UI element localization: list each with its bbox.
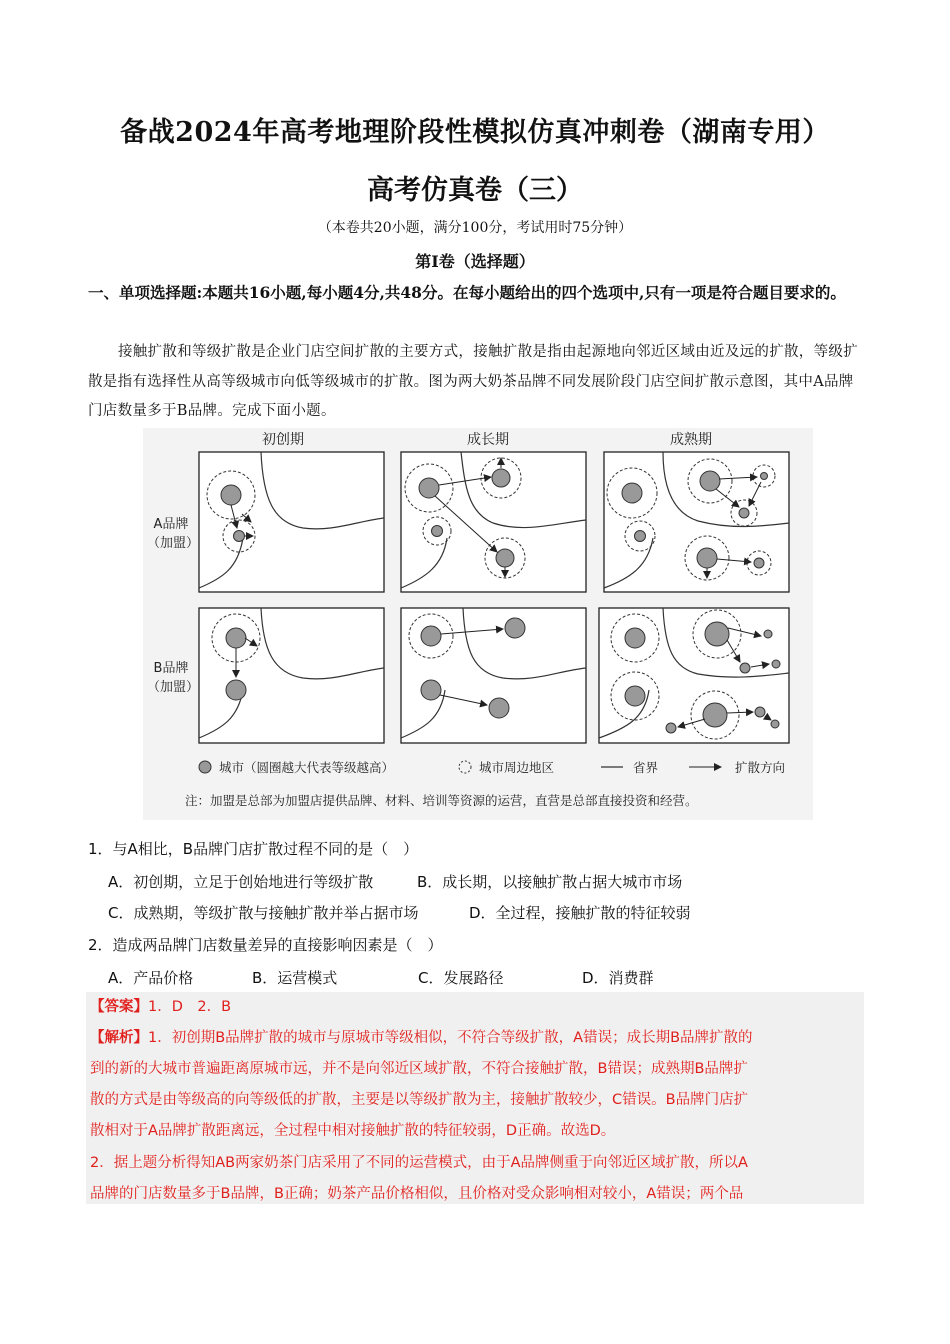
figure-legend [199, 760, 785, 775]
page-subtitle: 高考仿真卷（三） [367, 175, 583, 206]
analysis-line-2: 到的新的大城市普遍距离原城市远，并不是向邻近区域扩散，不符合接触扩散，B错误；成熟期B品牌扩 [90, 1061, 748, 1077]
analysis-line-3: 散的方式是由等级高的向等级低的扩散，主要是以等级扩散为主，接触扩散较少，C错误。B品牌门店扩 [90, 1092, 749, 1108]
part-heading: 第I卷（选择题） [415, 252, 535, 271]
stage-label-2: 成长期 [467, 432, 509, 448]
question-2-option-a[interactable]: A．产品价格 [108, 969, 194, 987]
question-1-option-a[interactable]: A．初创期，立足于创始地进行等级扩散 [108, 873, 374, 891]
question-2-option-b[interactable]: B．运营模式 [252, 969, 338, 987]
stage-label-3: 成熟期 [670, 432, 712, 448]
row-b-label: B品牌 [153, 661, 189, 676]
question-1-option-b[interactable]: B．成长期，以接触扩散占据大城市市场 [417, 873, 683, 891]
panel-a-startup [199, 452, 384, 592]
intro-paragraph: 接触扩散和等级扩散是企业门店空间扩散的主要方式，接触扩散是指由起源地向邻近区域由近及远的扩散，等级扩散是指有选择性从高等级城市向低等级城市的扩散。图为两大奶茶品牌不同发展阶段门店空间扩散示意图，其中A品牌门店数量多于B品牌。完成下面小题。 [88, 344, 858, 419]
panel-b-mature [599, 608, 789, 743]
answer-label: 【答案】 [90, 999, 148, 1015]
row-a-sub: （加盟） [146, 536, 200, 551]
row-b-sub: （加盟） [146, 680, 200, 695]
answer-value: 1．D 2．B [148, 999, 232, 1015]
answer-line [90, 992, 862, 1023]
question-1-option-d[interactable]: D．全过程，接触扩散的特征较弱 [469, 904, 691, 922]
question-1-option-c[interactable]: C．成熟期，等级扩散与接触扩散并举占据市场 [108, 904, 419, 922]
question-2-option-d[interactable]: D．消费群 [582, 969, 654, 987]
analysis-line-4: 散相对于A品牌扩散距离远，全过程中相对接触扩散的特征较弱，D正确。故选D。 [90, 1123, 616, 1139]
exam-note: （本卷共20小题，满分100分，考试用时75分钟） [317, 220, 633, 236]
question-2-option-c[interactable]: C．发展路径 [418, 969, 504, 987]
panel-b-growth [401, 608, 586, 743]
page-title: 备战2024年高考地理阶段性模拟仿真冲刺卷（湖南专用） [120, 117, 830, 148]
analysis-line-5: 2．据上题分析得知AB两家奶茶门店采用了不同的运营模式，由于A品牌侧重于向邻近区域扩散，所以A [90, 1155, 748, 1171]
analysis-line-6: 品牌的门店数量多于B品牌，B正确；奶茶产品价格相似，且价格对受众影响相对较小，A错误；两个品 [90, 1186, 744, 1202]
panel-a-mature [604, 452, 789, 592]
analysis-text-1: 1．初创期B品牌扩散的城市与原城市等级相似，不符合等级扩散，A错误；成长期B品牌扩散的 [148, 1030, 753, 1046]
stage-label-1: 初创期 [262, 432, 304, 448]
analysis-label: 【解析】 [90, 1030, 148, 1046]
question-2-stem: 2．造成两品牌门店数量差异的直接影响因素是（ ） [88, 936, 443, 954]
panel-b-startup [199, 608, 384, 743]
panel-a-growth [401, 452, 586, 592]
legend-direction: 扩散方向 [735, 760, 786, 775]
legend-border: 省界 [633, 760, 659, 775]
legend-surrounding: 城市周边地区 [479, 760, 555, 775]
figure-note: 注：加盟是总部为加盟店提供品牌、材料、培训等资源的运营，直营是总部直接投资和经营。 [185, 793, 698, 808]
legend-city: 城市（圆圈越大代表等级越高） [219, 760, 395, 775]
analysis-line-1 [90, 1023, 862, 1054]
row-a-label: A品牌 [153, 517, 189, 532]
section-heading: 一、单项选择题:本题共16小题,每小题4分,共48分。在每小题给出的四个选项中,只有一项是符合题目要求的。 [88, 283, 846, 302]
question-1-stem: 1．与A相比，B品牌门店扩散过程不同的是（ ） [88, 840, 419, 858]
diffusion-figure [143, 428, 813, 820]
